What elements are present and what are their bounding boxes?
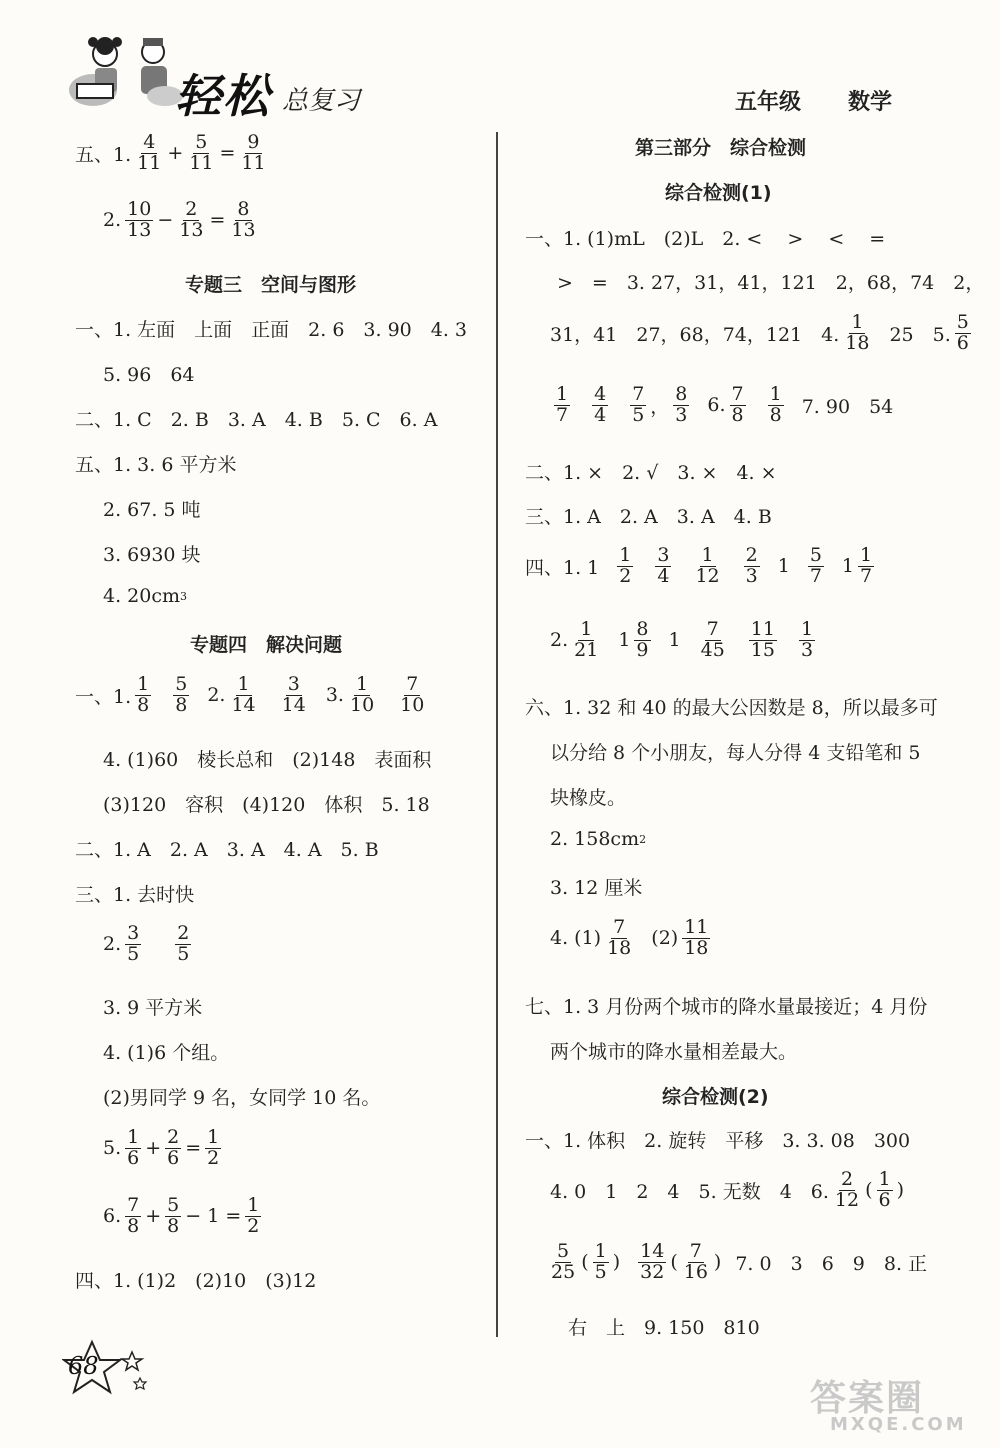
fraction: $\frac{7}{10}$: [400, 673, 425, 716]
fraction: $\frac{1}{6}$: [127, 1126, 140, 1169]
fraction: $\frac{1}{8}$: [137, 673, 150, 716]
answer-text: 1: [668, 629, 681, 652]
fraction: $\frac{2}{6}$: [167, 1126, 180, 1169]
answer-line: [550, 918, 714, 959]
watermark-url: MXQE.COM: [830, 1414, 967, 1435]
answer-line: 七、1. 3 月份两个城市的降水量最接近；4 月份: [525, 996, 928, 1018]
answer-text: 2. 158cm: [550, 828, 640, 850]
answer-line: 两个城市的降水量相差最大。: [550, 1041, 798, 1063]
answer-line: [103, 585, 187, 607]
exponent: 2: [639, 832, 647, 846]
answer-line: > = 3. 27，31，41，121 2，68，74 2，: [557, 272, 985, 294]
brand-title: 轻松: [175, 69, 271, 123]
answer-line: 三、1. 去时快: [75, 884, 195, 906]
answer-line: [545, 1242, 927, 1283]
fraction: $\frac{2}{13}$: [179, 198, 204, 241]
answer-line: [550, 1170, 904, 1211]
answer-line: (3)120 容积 (4)120 体积 5. 18: [103, 794, 430, 816]
fraction: $\frac{5}{6}$: [956, 311, 969, 354]
fraction: $\frac{3}{4}$: [657, 544, 670, 587]
column-divider: [496, 132, 498, 1337]
fraction: $\frac{1}{12}$: [695, 544, 720, 587]
section-heading: 专题三 空间与图形: [185, 274, 357, 296]
watermark: [810, 1370, 990, 1440]
fraction: $\frac{5}{8}$: [167, 1194, 180, 1237]
page-header: [0, 0, 1000, 123]
answer-text: 4. 0 1 2 4 5. 无数 4 6.: [550, 1180, 829, 1203]
section-heading: 综合检测(2): [662, 1086, 769, 1108]
fraction: $\frac{11}{18}$: [684, 916, 709, 959]
comma: ，: [650, 395, 670, 418]
answer-line: [103, 200, 262, 241]
paren: ): [612, 1251, 621, 1274]
answer-line: 二、1. × 2. √ 3. × 4. ×: [525, 462, 777, 484]
paren: ): [896, 1179, 905, 1202]
answer-line: 右 上 9. 150 810: [568, 1317, 760, 1339]
fraction: $\frac{11}{15}$: [750, 618, 775, 661]
fraction: $\frac{1}{18}$: [845, 311, 870, 354]
page-number: 68: [68, 1352, 99, 1380]
kids-reading-illustration-icon: [65, 30, 185, 112]
answer-line: 4. (1)6 个组。: [103, 1042, 230, 1064]
fraction: $\frac{3}{5}$: [127, 922, 140, 965]
fraction: $\frac{4}{11}$: [137, 131, 162, 174]
answer-line: 六、1. 32 和 40 的最大公因数是 8，所以最多可: [525, 697, 938, 719]
equals-sign: =: [219, 142, 236, 165]
answer-text: 7. 0 3 6 9 8. 正: [735, 1252, 928, 1275]
equals-sign: =: [209, 209, 226, 232]
fraction: $\frac{1}{7}$: [556, 383, 569, 426]
fraction: $\frac{1}{5}$: [594, 1240, 607, 1283]
section-heading: 综合检测(1): [665, 182, 772, 204]
answer-line: [550, 620, 819, 661]
answer-line: [550, 313, 975, 354]
answer-line: 5. 96 64: [103, 364, 195, 386]
answer-text: 7. 90 54: [801, 395, 894, 418]
item-number: 四、1. 1: [525, 556, 600, 579]
fraction: $\frac{1}{6}$: [878, 1168, 891, 1211]
fraction: $\frac{14}{32}$: [640, 1240, 665, 1283]
item-number: 2.: [207, 684, 226, 707]
operator: +: [167, 142, 184, 165]
fraction: $\frac{8}{3}$: [675, 383, 688, 426]
fraction: $\frac{1}{2}$: [619, 544, 632, 587]
fraction: $\frac{1}{7}$: [860, 544, 873, 587]
fraction: $\frac{7}{5}$: [632, 383, 645, 426]
answer-line: 4. (1)60 棱长总和 (2)148 表面积: [103, 749, 432, 771]
answer-line: 五、1. 3. 6 平方米: [75, 454, 237, 476]
item-number: 6.: [707, 394, 726, 417]
item-number: 3.: [325, 684, 344, 707]
fraction: $\frac{7}{18}$: [607, 916, 632, 959]
exponent: 3: [180, 589, 188, 603]
paren: ): [713, 1251, 722, 1274]
fraction: $\frac{1}{2}$: [247, 1194, 260, 1237]
fraction: $\frac{8}{9}$: [636, 618, 649, 661]
answer-line: (2)男同学 9 名，女同学 10 名。: [103, 1087, 381, 1109]
answer-line: 二、1. C 2. B 3. A 4. B 5. C 6. A: [75, 409, 438, 431]
equals-sign: =: [185, 1137, 202, 1160]
answer-text: 4. 20cm: [103, 585, 181, 607]
fraction: $\frac{3}{14}$: [281, 673, 306, 716]
answer-line: 3. 12 厘米: [550, 877, 643, 899]
fraction: $\frac{1}{21}$: [574, 618, 599, 661]
item-number: 2.: [103, 933, 122, 956]
grade-label: 五年级: [735, 90, 802, 115]
operator: +: [145, 1137, 162, 1160]
fraction: $\frac{1}{14}$: [231, 673, 256, 716]
fraction: $\frac{10}{13}$: [127, 198, 152, 241]
watermark-text: 答案圈: [810, 1378, 925, 1419]
answer-text: 31，41 27，68，74，121 4.: [550, 323, 840, 346]
answer-line: 2. 67. 5 吨: [103, 499, 201, 521]
answer-line: [550, 385, 893, 426]
fraction: $\frac{9}{11}$: [241, 131, 266, 174]
answer-line: 二、1. A 2. A 3. A 4. A 5. B: [75, 839, 379, 861]
answer-line: [103, 924, 195, 965]
answer-line: 三、1. A 2. A 3. A 4. B: [525, 506, 772, 528]
operator: +: [145, 1205, 162, 1228]
brand-subtitle: 总复习: [282, 86, 361, 116]
answer-line: [550, 828, 646, 850]
answer-text: 1: [841, 555, 855, 578]
fraction: $\frac{5}{25}$: [551, 1240, 576, 1283]
fraction: $\frac{2}{12}$: [834, 1168, 860, 1211]
paren: (: [865, 1179, 873, 1202]
answer-text: 25 5.: [889, 323, 951, 346]
item-number: 2.: [103, 209, 122, 232]
fraction: $\frac{7}{8}$: [127, 1194, 140, 1237]
item-number: 五、1.: [75, 143, 132, 166]
answer-line: [525, 546, 878, 587]
answer-line: 一、1. 体积 2. 旋转 平移 3. 3. 08 300: [525, 1130, 911, 1152]
answer-text: 1: [777, 555, 790, 578]
operator: − 1 =: [185, 1205, 242, 1228]
item-number: 4. (1): [550, 927, 602, 950]
answer-line: 3. 6930 块: [103, 544, 201, 566]
answer-line: [75, 133, 272, 174]
answer-line: 一、1. (1)mL (2)L 2. < > < =: [525, 228, 886, 250]
fraction: $\frac{5}{8}$: [175, 673, 188, 716]
fraction: $\frac{5}{11}$: [189, 131, 214, 174]
fraction: $\frac{1}{3}$: [800, 618, 814, 661]
answer-line: 块橡皮。: [550, 787, 627, 809]
answer-text: 1: [618, 629, 631, 652]
fraction: $\frac{7}{16}$: [683, 1240, 708, 1283]
item-number: 一、1.: [75, 685, 132, 708]
fraction: $\frac{5}{7}$: [809, 544, 822, 587]
fraction: $\frac{1}{10}$: [349, 673, 375, 716]
item-number: (2): [651, 927, 679, 950]
section-heading: 专题四 解决问题: [190, 634, 343, 656]
fraction: $\frac{7}{45}$: [700, 618, 725, 661]
item-number: 2.: [550, 629, 569, 652]
fraction: $\frac{2}{3}$: [745, 544, 758, 587]
paren: (: [581, 1251, 589, 1274]
answer-line: 3. 9 平方米: [103, 997, 203, 1019]
fraction: $\frac{8}{13}$: [231, 198, 256, 241]
answer-line: 一、1. 左面 上面 正面 2. 6 3. 90 4. 3: [75, 319, 468, 341]
answer-line: [103, 1128, 225, 1169]
fraction: $\frac{4}{4}$: [594, 383, 607, 426]
answer-line: [103, 1196, 265, 1237]
subject-label: 数学: [848, 90, 893, 115]
fraction: $\frac{2}{5}$: [177, 922, 190, 965]
part-heading: 第三部分 综合检测: [635, 137, 807, 159]
fraction: $\frac{1}{2}$: [207, 1126, 220, 1169]
fraction: $\frac{1}{8}$: [769, 383, 782, 426]
fraction: $\frac{7}{8}$: [731, 383, 744, 426]
item-number: 6.: [103, 1205, 122, 1228]
operator: −: [157, 209, 174, 232]
item-number: 5.: [103, 1137, 122, 1160]
paren: (: [670, 1251, 678, 1274]
answer-line: [75, 675, 430, 716]
answer-line: 以分给 8 个小朋友，每人分得 4 支铅笔和 5: [550, 742, 921, 764]
answer-line: 四、1. (1)2 (2)10 (3)12: [75, 1270, 317, 1292]
